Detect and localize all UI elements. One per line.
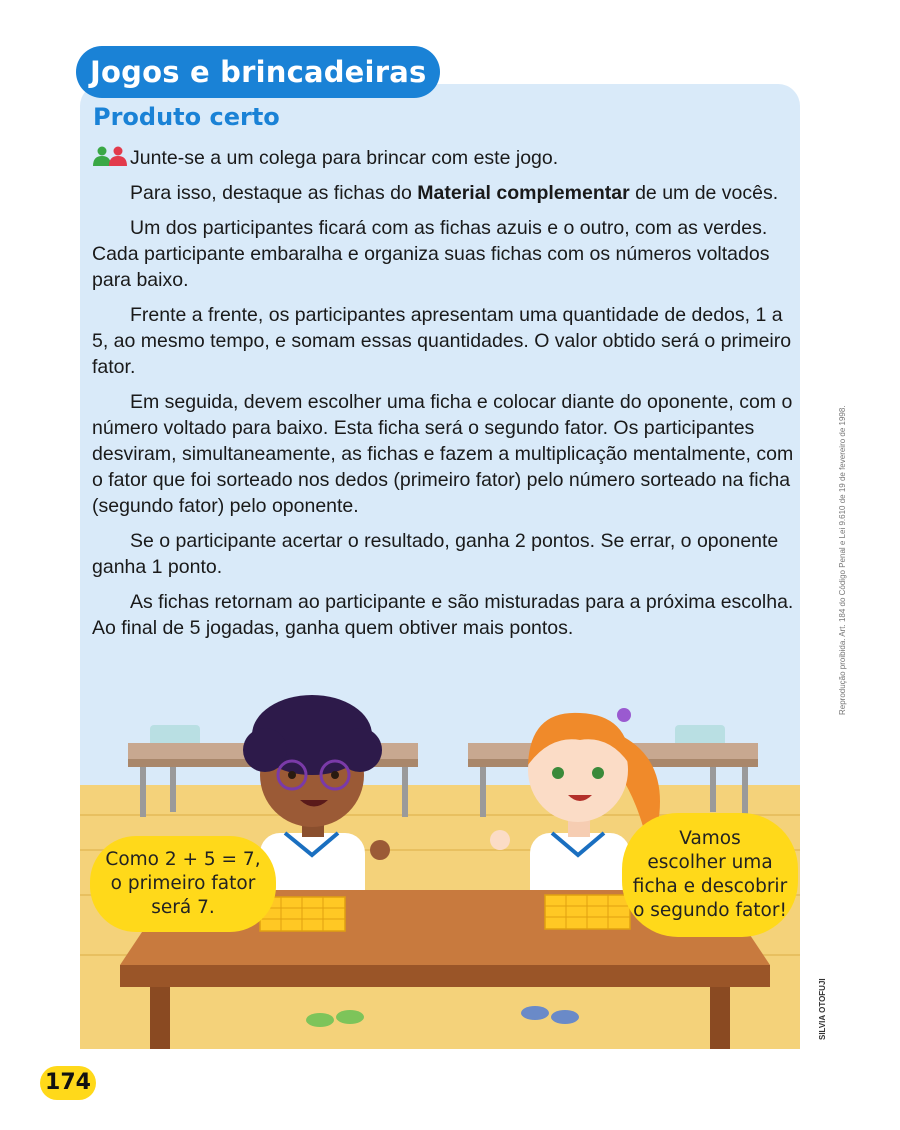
activity-subtitle: Produto certo [93, 103, 280, 131]
paragraph-3: Um dos participantes ficará com as fichas azuis e o outro, com as verdes. Cada participante embaralha e organiza suas fichas com os números voltados para baixo. [92, 217, 770, 291]
two-people-icon [92, 146, 128, 166]
paragraph-4: Frente a frente, os participantes apresentam uma quantidade de dedos, 1 a 5, ao mesmo tempo, e somam essas quantidades. O valor obtido será o primeiro fator. [92, 304, 792, 378]
material-complementar-emphasis: Material complementar [417, 182, 630, 204]
speech-bubble-boy [90, 836, 276, 932]
girl-card-grid [545, 895, 630, 929]
paragraph-6: Se o participante acertar o resultado, ganha 2 pontos. Se errar, o oponente ganha 1 ponto. [92, 530, 779, 578]
instructions [92, 145, 796, 650]
bubble-boy-line-2: o primeiro fator [110, 873, 256, 894]
bubble-girl-line-2: escolher uma [647, 852, 773, 873]
bubble-boy-line-3: será 7. [151, 897, 215, 918]
bubble-boy-line-1: Como 2 + 5 = 7, [105, 849, 261, 870]
paragraph-5: Em seguida, devem escolher uma ficha e colocar diante do oponente, com o número voltado para baixo. Esta ficha será o segundo fator. Os participantes desviram, simultaneamente, as fichas e fazem a multiplicação mentalmente, com o fator que foi sorteado nos dedos (primeiro fator) pelo número sorteado na ficha (segundo fator) pelo oponente. [92, 391, 794, 517]
paragraph-2-text-a: Para isso, destaque as fichas do [130, 182, 418, 204]
paragraph-1-text: Junte-se a um colega para brincar com este jogo. [130, 147, 559, 169]
section-title: Jogos e brincadeiras [76, 46, 440, 98]
copyright-note: Reprodução proibida. Art. 184 do Código Penal e Lei 9.610 de 19 de fevereiro de 1998. [838, 405, 847, 715]
paragraph-1 [92, 145, 796, 171]
illustration-credit: SILVIA OTOFUJI [818, 978, 827, 1040]
paragraph-7: As fichas retornam ao participante e são misturadas para a próxima escolha. Ao final de 5 jogadas, ganha quem obtiver mais pontos. [92, 591, 794, 639]
speech-bubble-girl [622, 813, 798, 937]
bubble-girl-line-3: ficha e descobrir [632, 876, 788, 897]
paragraph-2 [92, 180, 796, 206]
paragraph-2-text-b: de um de vocês. [629, 182, 779, 204]
bubble-girl-line-1: Vamos [679, 828, 741, 849]
page-number: 174 [40, 1066, 96, 1100]
bubble-girl-line-4: o segundo fator! [633, 900, 787, 921]
